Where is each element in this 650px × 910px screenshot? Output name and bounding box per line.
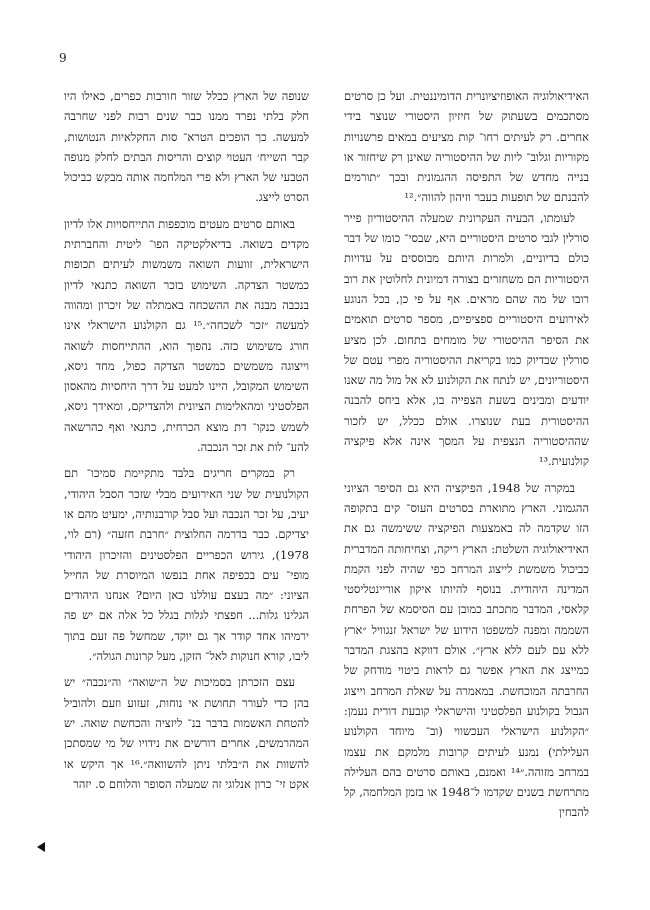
- text-column-left: [64, 86, 309, 794]
- paragraph: לעומתו, הבעיה העקרונית שמעלה ההיסטוריון פייר סורלין לגבי סרטים היסטוריים היא, שבסי־ כומו של דבר כולם בדיוניים, ולמרות היותם מבוססים על עדויות היסטוריות הם משחזרים בצורה דמיונית לחלוטין את רוב רובו של מה שהם מראים. אף על פי כן, בכל הנוגע לאירועים היסטוריים ספציפיים, מספר סרטים תואמים את הסיפר ההיסטורי של מומחים בתחום. לכן מציע סורלין שבדיוק כמו בקריאת ההיסטוריה מפרי עטם של היסטוריונים, יש לנתח את הקולנוע לא אל מול מה שאנו יודעים ומבינים בשעת הצפייה בו, אלא ביחס להבנה ההיסטורית בעת שנוצרו. אולם ככלל, יש לזכור שההיסטוריה הנצפית על המסך אינה אלא פיקציה קולנועית.¹³: [344, 210, 589, 469]
- paragraph: שנופה של הארץ ככלל שזור חורבות כפרים, כאילו היו חלק בלתי נפרד ממנו כבר שנים רבות לפני שחרבה למעשה. כך הופכים הטרא־ סות החקלאיות הנטושות, קבר השייח׳ העטוי קוצים והריסות הבתים לחלק מנופה הטבעי של הארץ ולא פרי המלחמה אותה מבקש כביכול הסרט לייצג.: [64, 89, 309, 205]
- paragraph: באותם סרטים מעטים מוכפפות התייחסויות אלו לדיון מקדים בשואה. בדיאלקטיקה הפו־ ליטית והחברתית הישראלית, זוועות השואה משמשות לעיתים תכופות כמשטר הצדקה. השימוש בזכר השואה כתנאי לדיון בנכבה מבנה את ההשכחה באמתלה של זיכרון ומהווה למעשה ״זכר לשכחה״.¹⁵ גם הקולנוע הישראלי אינו חורג משימוש כזה. נהפוך הוא, ההתייחסות לשואה וייצוגה משמשים כמשטר הצדקה כפול, מחד גיסא, השימוש המקובל, היינו למעט על דרך היחסיות מהאסון הפלסטיני ומהאלימות הציונית ולהצדיקם, ומאידך גיסא, לשמש כנקו־ דת מוצא הכרחית, כתנאי ואף כהרשאה להע־ לות את זכר הנכבה.: [64, 216, 309, 455]
- text-column-right: [344, 86, 589, 823]
- paragraph: עצם הזכרתן בסמיכות של ה״שואה״ וה״נכבה״ יש בהן כדי לעורר תחושת אי נוחות, זעזוע וזעם ולהוביל להטחת האשמות בדבר בנ־ ליזציה והכחשת שואה. יש המהרמשים, אחרים דורשים את נידויו של מי שמסתכן להשוות את ה״בלתי ניתן להשוואה״.¹⁶ אך היקש או אקט זי־ כרון אנלוגי זה שמעלה הסופר והלוחם ס. יזהר: [64, 675, 310, 791]
- paragraph: במקרה של 1948, הפיקציה היא גם הסיפר הציוני ההגמוני. הארץ מתוארת בסרטים העוס־ קים בתקופה הזו שקדמה לה באמצעות הפיקציה ששימשה גם את האידיאולוגיה השלטת: הארץ ריקה, וצחיחותה המדברית כביכול משמשת לייצוג המרחב כפי שהיה לפני הקמת המדינה היהודית. בנוסף להיותו איקון אוריינטליסטי קלאסי, המדבר מתכתב כמובן עם הסיסמא של הפרחת השממה ומפנה למשפטו הידוע של ישראל זנגוויל ״ארץ ללא עם לעם ללא ארץ״. אולם דווקא בהצגת המדבר כמייצג את הארץ אפשר גם לראות ביטוי מודחק של החרבתה המוכחשת. במאמרה על שאלת המרחב וייצוג הגבול בקולנוע הפלסטיני והישראלי קובעת דורית נעמן: ״הקולנוע הישראלי העכשווי (וב־ מיוחד הקולנוע העלילתי) נמנע לעיתים קרובות מלמקם את עצמו במרחב מזוהה.״¹⁴ ואמנם, באותם סרטים בהם העלילה מתרחשת בשנים שקדמו ל־1948 או בזמן המלחמה, קל להבחין: [344, 480, 589, 820]
- page-number: 9: [59, 51, 67, 65]
- page-next-arrow-icon[interactable]: [37, 842, 45, 852]
- paragraph: רק במקרים חריגים בלבד מתקיימת סמיכו־ תם הקולנועית של שני האירועים מבלי שזכר הסבל היהודי, יעיב, על זכר הנכבה ועל סבל קורבנותיה, ימעיט מהם או יצדיקם. כבר בדרמה החלוצית ״חרבת חזעה״ (רם לוי, 1978), גירוש הכפריים הפלסטינים והזיכרון היהודי מופי־ עים בכפיפה אחת בנפשו המיוסרת של החייל הציוני: ״מה בעצם עוללנו כאן היום? אנחנו היהודים הגלינו גלות... חפצתי לגלות בגלל כל אלה אם יש פה ירמיהו אחד קודר אך גם יוקד, שמחשל פה זעם בתוך ליבו, קורא חנוקות לאל־ הזקן, מעל קרונות הגולה״.: [64, 466, 309, 664]
- paragraph: האידיאולוגיה האופוזיציונרית הדומיננטית. ועל כן סרטים מסתכמים בשעתוק של חיזיון היסטורי שנוצר בידי אחרים. רק לעיתים רחו־ קות מציעים במאים פרשנויות מקוריות וגלוב־ ליות של ההיסטוריה שאינן רק שיחזור או בנייה מחדש של התפיסה ההגמונית ובכך ״תורמים להבנתם של תופעות בעבר וזיהון להווה״.¹²: [344, 89, 589, 205]
